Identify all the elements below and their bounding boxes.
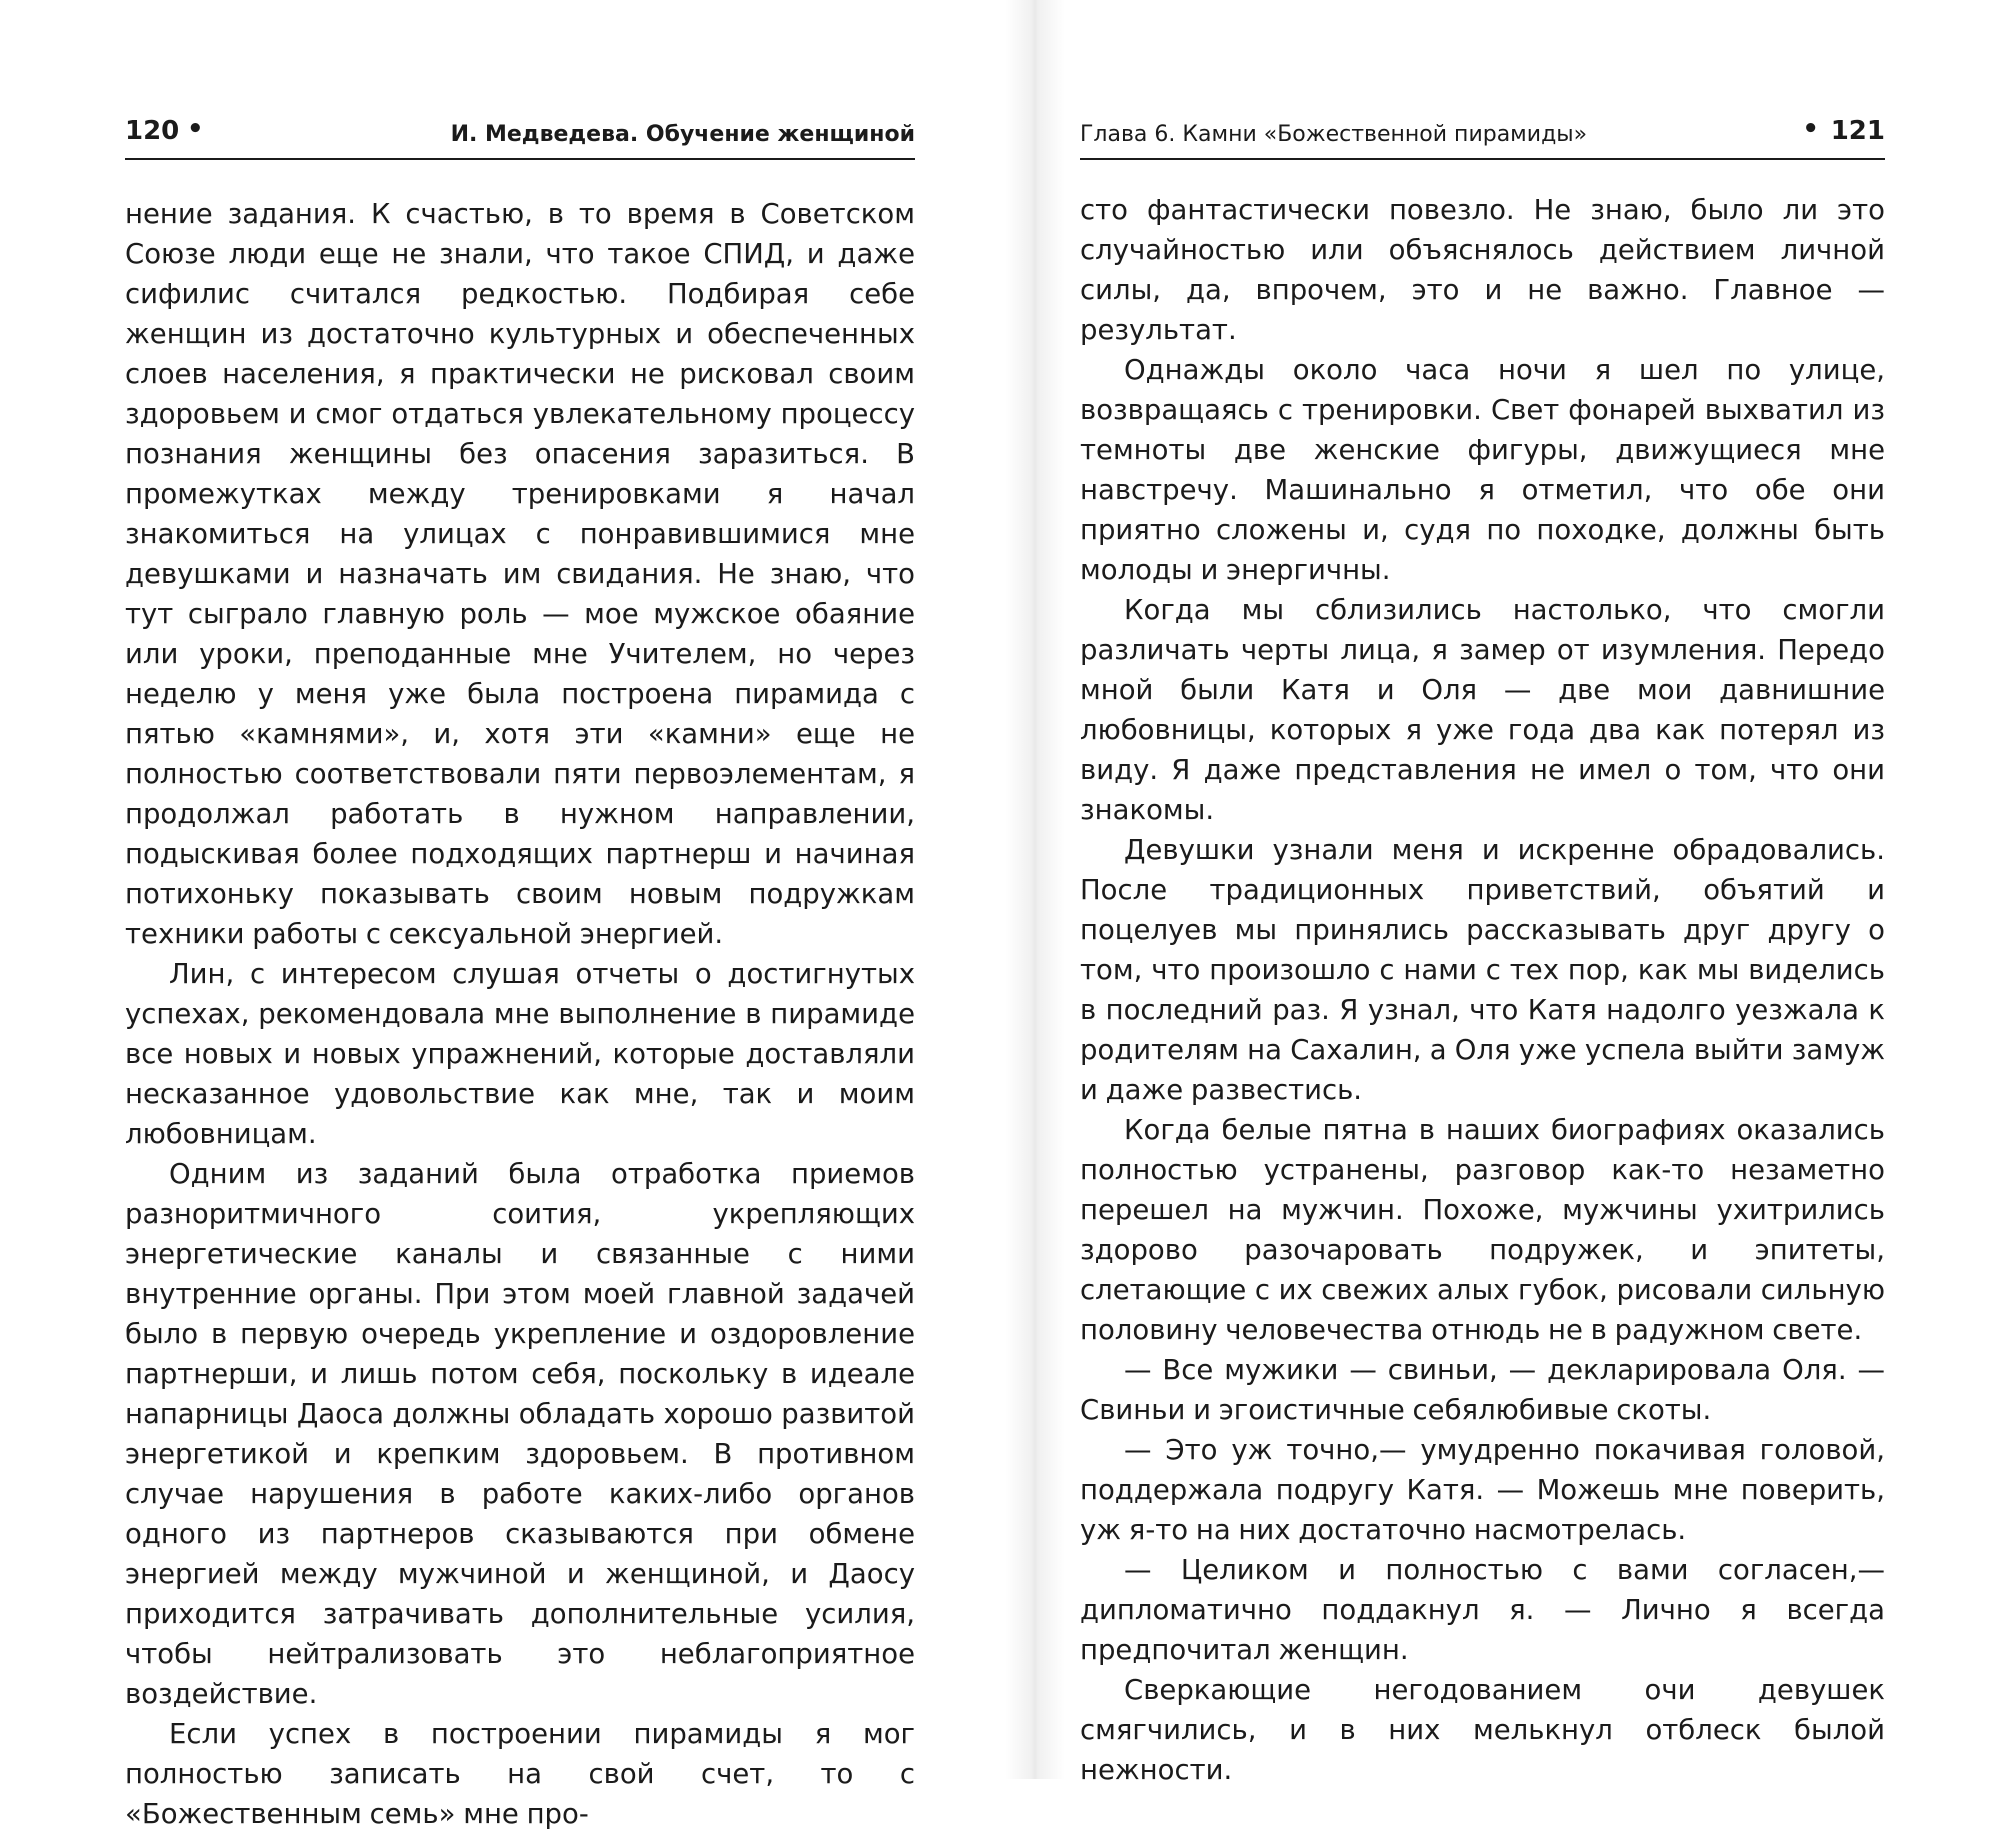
dialogue-line: — Целиком и полностью с вами согласен,— дипломатично поддакнул я. — Лично я всегда предпочитал женщин. (1080, 1554, 1885, 1666)
right-page (1080, 112, 1885, 1790)
left-running-title: И. Медведева. Обучение женщиной (450, 122, 915, 147)
book-gutter-shadow (1005, 0, 1065, 1779)
paragraph: Если успех в построении пирамиды я мог полностью записать на свой счет, то с «Божественным семь» мне про- (125, 1718, 915, 1830)
left-header-bullet: • (187, 114, 204, 144)
left-page (125, 112, 915, 1834)
left-page-text (125, 194, 915, 1834)
dialogue-line: — Все мужики — свиньи, — декларировала Оля. — Свиньи и эгоистичные себялюбивые скоты. (1080, 1354, 1885, 1426)
left-page-number: 120 (125, 116, 180, 146)
right-page-header (1080, 112, 1885, 160)
right-page-number: 121 (1830, 116, 1885, 146)
left-page-header (125, 112, 915, 160)
paragraph: Когда белые пятна в наших биографиях оказались полностью устранены, разговор как-то незаметно перешел на мужчин. Похоже, мужчины ухитрились здорово разочаровать подружек, и эпитеты, слетающие с их свежих алых губок, рисовали сильную половину человечества отнюдь не в радужном свете. (1080, 1114, 1885, 1346)
paragraph: Одним из заданий была отработка приемов разноритмичного соития, укрепляющих энергетические каналы и связанные с ними внутренние органы. При этом моей главной задачей было в первую очередь укрепление и оздоровление партнерши, и лишь потом себя, поскольку в идеале напарницы Даоса должны обладать хорошо развитой энергетикой и крепким здоровьем. В противном случае нарушения в работе каких-либо органов одного из партнеров сказываются при обмене энергией между мужчиной и женщиной, и Даосу приходится затрачивать дополнительные усилия, чтобы нейтрализовать это неблагоприятное воздействие. (125, 1158, 915, 1710)
paragraph: нение задания. К счастью, в то время в Советском Союзе люди еще не знали, что такое СПИД, и даже сифилис считался редкостью. Подбирая себе женщин из достаточно культурных и обеспеченных слоев населения, я практически не рисковал своим здоровьем и смог отдаться увлекательному процессу познания женщины без опасения заразиться. В промежутках между тренировками я начал знакомиться на улицах с понравившимися мне девушками и назначать им свидания. Не знаю, что тут сыграло главную роль — мое мужское обаяние или уроки, преподанные мне Учителем, но через неделю у меня уже была построена пирамида с пятью «камнями», и, хотя эти «камни» еще не полностью соответствовали пяти первоэлементам, я продолжал работать в нужном направлении, подыскивая более подходящих партнерш и начиная потихоньку показывать своим новым подружкам техники работы с сексуальной энергией. (125, 198, 915, 950)
paragraph: сто фантастически повезло. Не знаю, было ли это случайностью или объяснялось действием личной силы, да, впрочем, это и не важно. Главное — результат. (1080, 194, 1885, 346)
paragraph: Сверкающие негодованием очи девушек смягчились, и в них мелькнул отблеск былой нежности. (1080, 1674, 1885, 1786)
right-running-title: Глава 6. Камни «Божественной пирамиды» (1080, 122, 1588, 147)
right-header-bullet: • (1802, 114, 1819, 144)
dialogue-line: — Это уж точно,— умудренно покачивая головой, поддержала подругу Катя. — Можешь мне поверить, уж я-то на них достаточно насмотрелась. (1080, 1434, 1885, 1546)
paragraph: Лин, с интересом слушая отчеты о достигнутых успехах, рекомендовала мне выполнение в пирамиде все новых и новых упражнений, которые доставляли несказанное удовольствие как мне, так и моим любовницам. (125, 958, 915, 1150)
paragraph: Когда мы сблизились настолько, что смогли различать черты лица, я замер от изумления. Передо мной были Катя и Оля — две мои давнишние любовницы, которых я уже года два как потерял из виду. Я даже представления не имел о том, что они знакомы. (1080, 594, 1885, 826)
right-page-text (1080, 190, 1885, 1790)
paragraph: Однажды около часа ночи я шел по улице, возвращаясь с тренировки. Свет фонарей выхватил из темноты две женские фигуры, движущиеся мне навстречу. Машинально я отметил, что обе они приятно сложены и, судя по походке, должны быть молоды и энергичны. (1080, 354, 1885, 586)
paragraph: Девушки узнали меня и искренне обрадовались. После традиционных приветствий, объятий и поцелуев мы принялись рассказывать друг другу о том, что произошло с нами с тех пор, как мы виделись в последний раз. Я узнал, что Катя надолго уезжала к родителям на Сахалин, а Оля уже успела выйти замуж и даже развестись. (1080, 834, 1885, 1106)
